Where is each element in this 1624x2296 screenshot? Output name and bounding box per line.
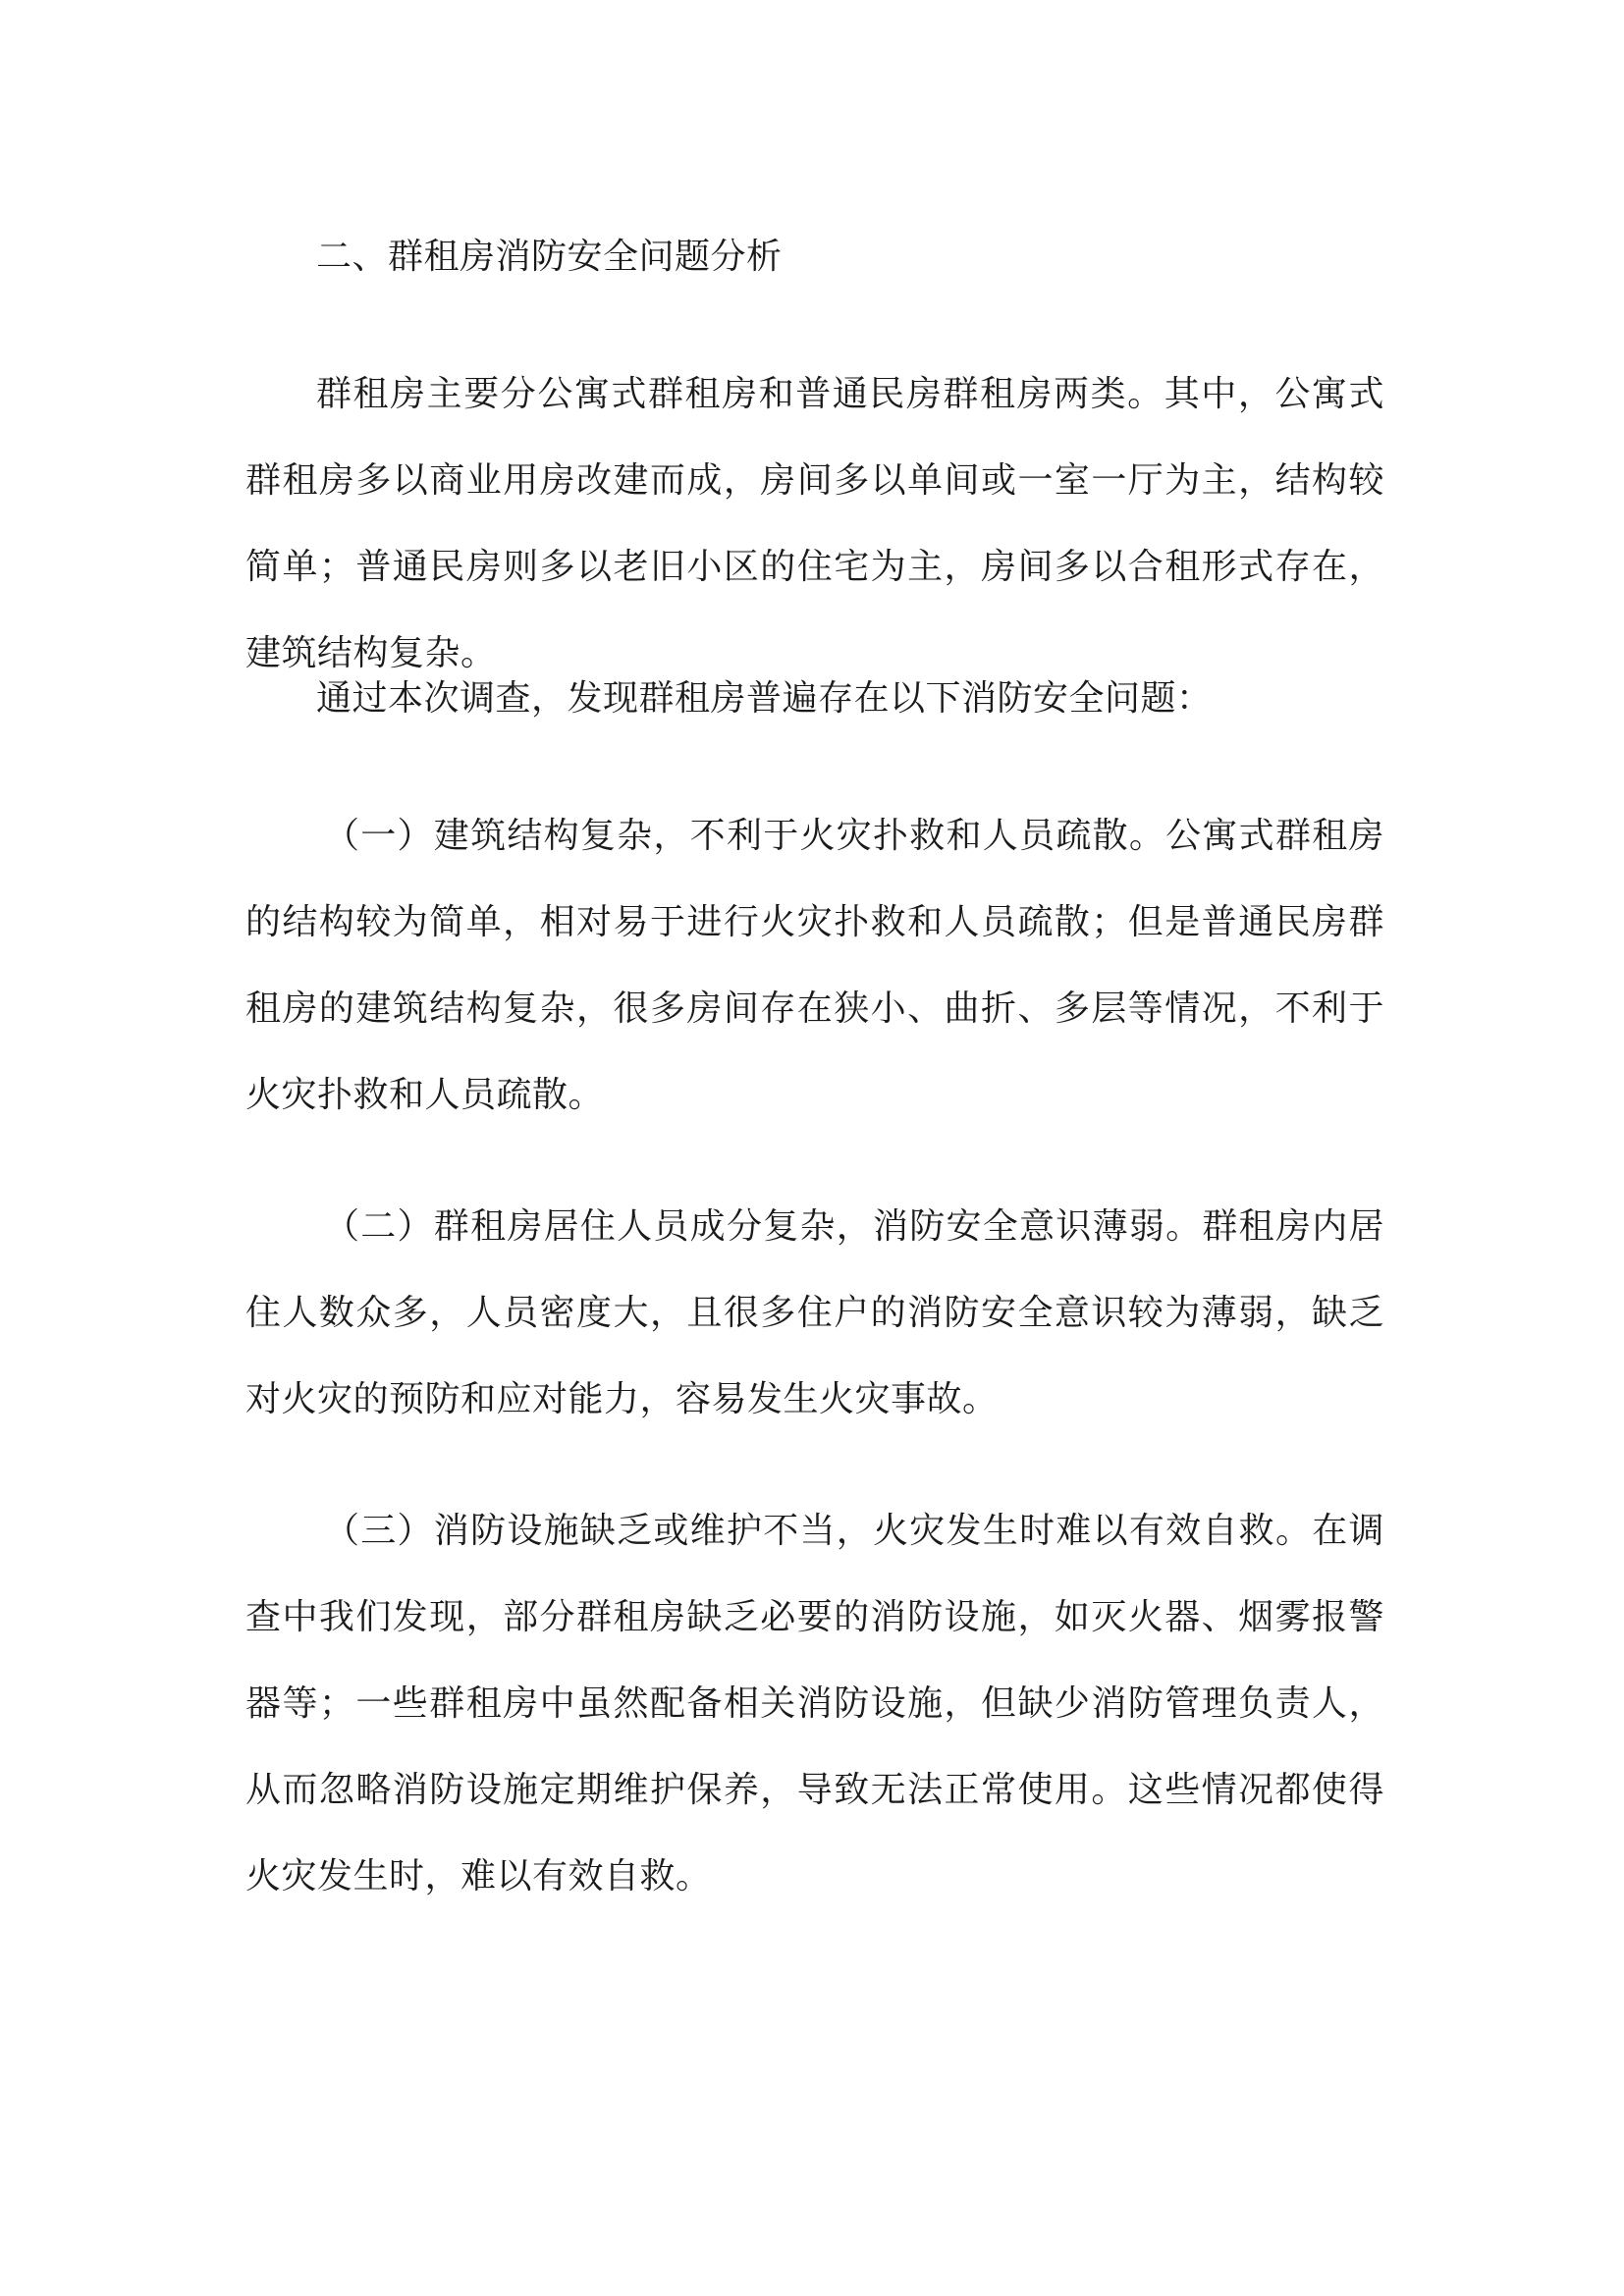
- section-heading: 二、群租房消防安全问题分析: [316, 237, 783, 277]
- paragraph-survey-intro: 通过本次调查，发现群租房普遍存在以下消防安全问题：: [316, 678, 1213, 719]
- paragraph-issue-one: （一）建筑结构复杂，不利于火灾扑救和人员疏散。公寓式群租房的结构较为简单，相对易于进行火灾扑救和人员疏散；但是普通民房群租房的建筑结构复杂，很多房间存在狭小、曲折、多层等情况，不利于火灾扑救和人员疏散。: [245, 816, 1384, 1115]
- paragraph-issue-three: （三）消防设施缺乏或维护不当，火灾发生时难以有效自救。在调查中我们发现，部分群租房缺乏必要的消防设施，如灭火器、烟雾报警器等；一些群租房中虽然配备相关消防设施，但缺少消防管理负责人，从而忽略消防设施定期维护保养，导致无法正常使用。这些情况都使得火灾发生时，难以有效自救。: [245, 1511, 1384, 1896]
- paragraph-overview: 群租房主要分公寓式群租房和普通民房群租房两类。其中，公寓式群租房多以商业用房改建而成，房间多以单间或一室一厅为主，结构较简单；普通民房则多以老旧小区的住宅为主，房间多以合租形式存在，建筑结构复杂。: [245, 374, 1384, 673]
- paragraph-issue-two: （二）群租房居住人员成分复杂，消防安全意识薄弱。群租房内居住人数众多，人员密度大，且很多住户的消防安全意识较为薄弱，缺乏对火灾的预防和应对能力，容易发生火灾事故。: [245, 1206, 1384, 1419]
